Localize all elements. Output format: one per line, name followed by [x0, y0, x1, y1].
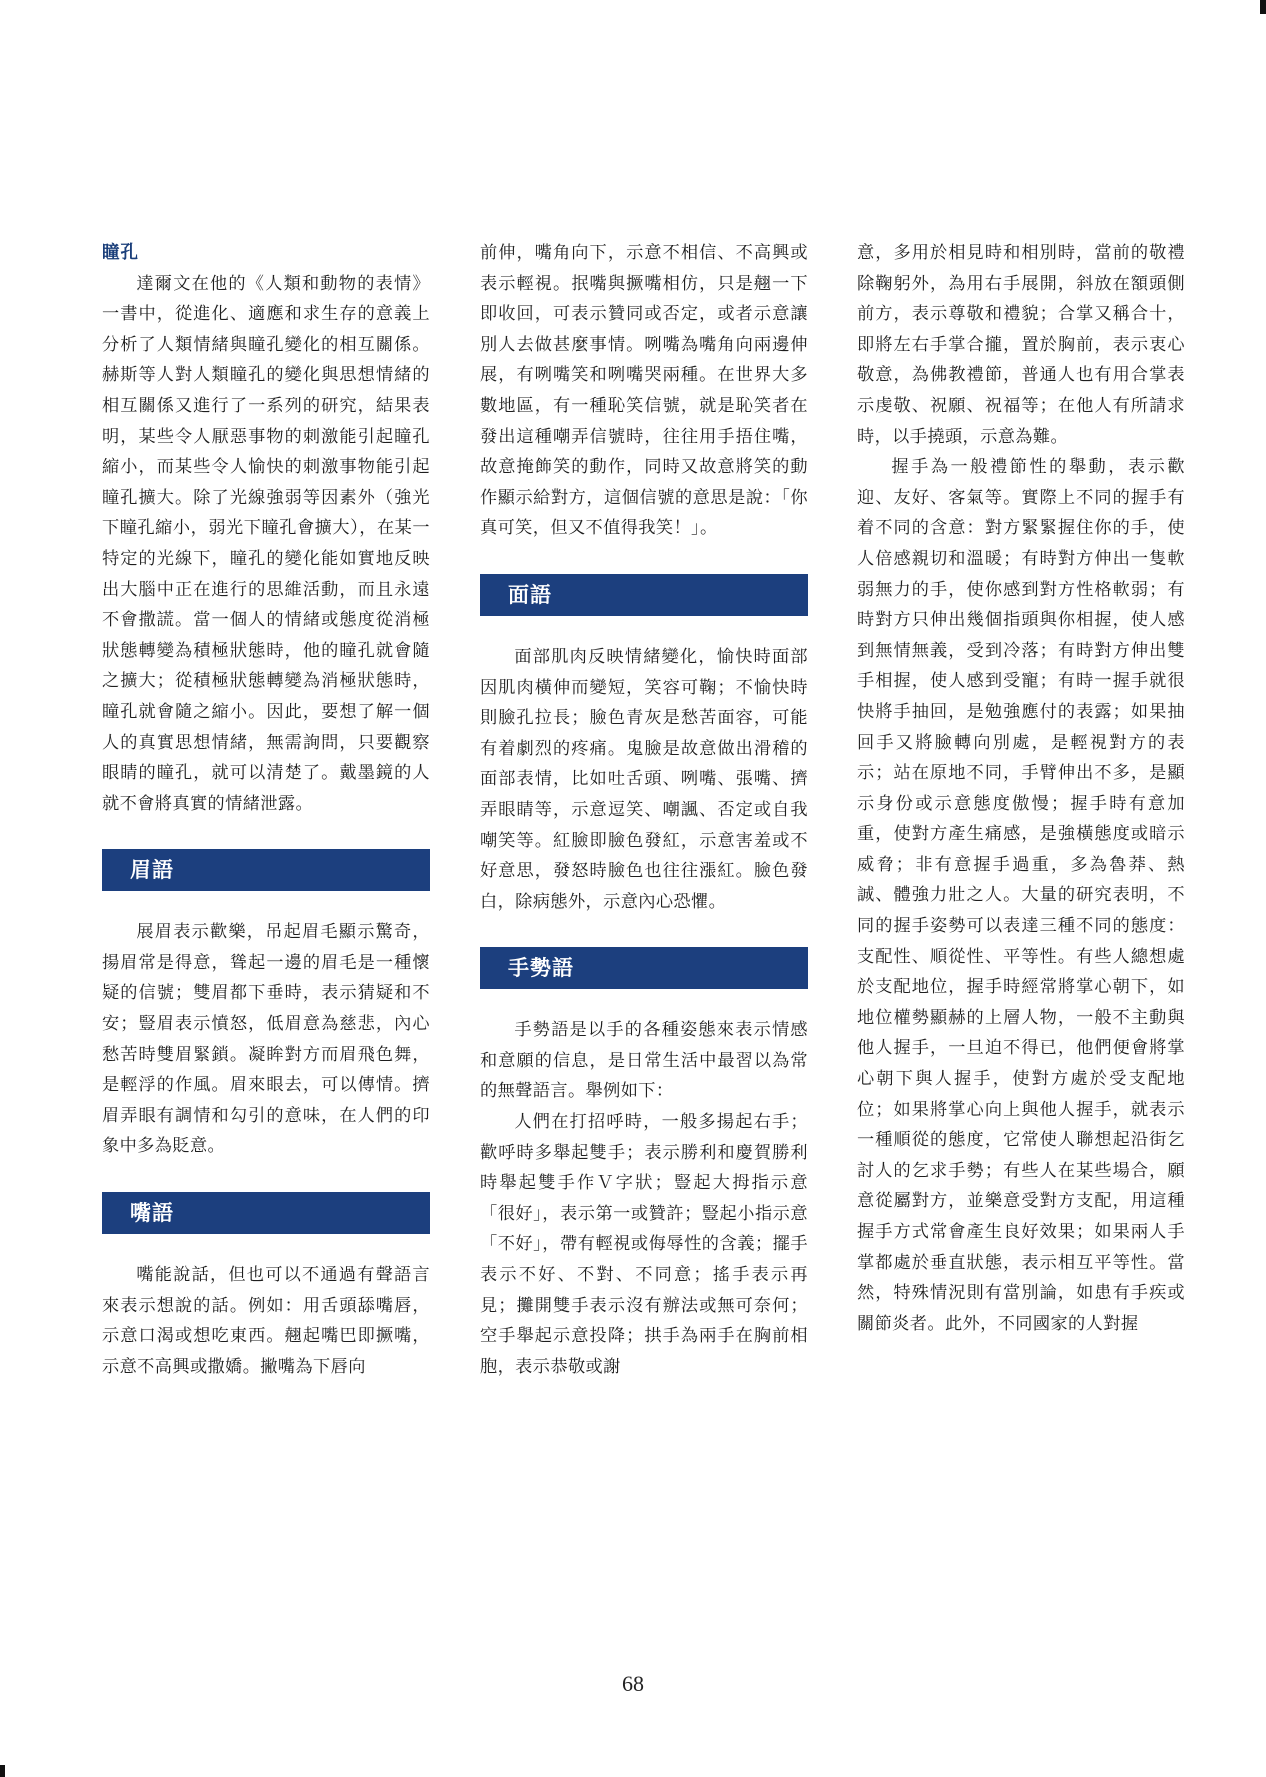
page-number: 68 [622, 1671, 644, 1696]
mouth-paragraph-continued: 前伸，嘴角向下，示意不相信、不高興或表示輕視。抿嘴與撅嘴相仿，只是翹一下即收回，可表示贊同或否定，或者示意讓別人去做甚麼事情。咧嘴為嘴角向兩邊伸展，有咧嘴笑和咧嘴哭兩種。在世界大多數地區，有一種恥笑信號，就是恥笑者在發出這種嘲弄信號時，往往用手捂住嘴，故意掩飾笑的動作，同時又故意將笑的動作顯示給對方，這個信號的意思是說：「你真可笑，但又不值得我笑！」。 [480, 243, 808, 539]
handshake-paragraph: 握手為一般禮節性的舉動，表示歡迎、友好、客氣等。實際上不同的握手有着不同的含意：對方緊緊握住你的手，使人倍感親切和溫暖；有時對方伸出一隻軟弱無力的手，使你感到對方性格軟弱；有時對方只伸出幾個指頭與你相握，使人感到無情無義，受到冷落；有時對方伸出雙手相握，使人感到受寵；有時一握手就很快將手抽回，是勉強應付的表露；如果抽回手又將臉轉向別處，是輕視對方的表示；站在原地不同，手臂伸出不多，是顯示身份或示意態度傲慢；握手時有意加重，使對方產生痛感，是強橫態度或暗示威脅；非有意握手過重，多為魯莽、熱誠、體強力壯之人。大量的研究表明，不同的握手姿勢可以表達三種不同的態度：支配性、順從性、平等性。有些人總想處於支配地位，握手時經常將掌心朝下，如地位權勢顯赫的上層人物，一般不主動與他人握手，一旦迫不得已，他們便會將掌心朝下與人握手，使對方處於受支配地位；如果將掌心向上與他人握手，就表示一種順從的態度，它常使人聯想起沿街乞討人的乞求手勢；有些人在某些場合，願意從屬對方，並樂意受對方支配，用這種握手方式常會產生良好效果；如果兩人手掌都處於垂直狀態，表示相互平等性。當然，特殊情況則有當別論，如患有手疾或關節炎者。此外，不同國家的人對握 [857, 457, 1185, 1334]
gesture-intro-paragraph: 手勢語是以手的各種姿態來表示情感和意願的信息，是日常生活中最習以為常的無聲語言。舉例如下： [480, 1020, 808, 1102]
pupil-heading: 瞳孔 [102, 243, 139, 263]
mouth-section-banner: 嘴語 [102, 1192, 430, 1234]
face-section-banner: 面語 [480, 574, 808, 616]
scan-edge-mark-bottom-left [0, 1765, 5, 1777]
gesture-section-banner: 手勢語 [480, 947, 808, 989]
pupil-paragraph: 達爾文在他的《人類和動物的表情》一書中，從進化、適應和求生存的意義上分析了人類情緒與瞳孔變化的相互關係。赫斯等人對人類瞳孔的變化與思想情緒的相互關係又進行了一系列的研究，結果表明，某些令人厭惡事物的刺激能引起瞳孔縮小，而某些令人愉快的刺激事物能引起瞳孔擴大。除了光線強弱等因素外（強光下瞳孔縮小，弱光下瞳孔會擴大），在某一特定的光線下，瞳孔的變化能如實地反映出大腦中正在進行的思維活動，而且永遠不會撒謊。當一個人的情緒或態度從消極狀態轉變為積極狀態時，他的瞳孔就會隨之擴大；從積極狀態轉變為消極狀態時，瞳孔就會隨之縮小。因此，要想了解一個人的真實思想情緒，無需詢問，只要觀察眼睛的瞳孔，就可以清楚了。戴墨鏡的人就不會將真實的情緒泄露。 [102, 273, 430, 814]
gesture-examples-paragraph: 人們在打招呼時，一般多揚起右手；歡呼時多舉起雙手；表示勝利和慶賀勝利時舉起雙手作Ｖ字狀；豎起大拇指示意「很好」，表示第一或贊許；豎起小指示意「不好」，帶有輕視或侮辱性的含義；擺手表示不好、不對、不同意；搖手表示再見；攤開雙手表示沒有辦法或無可奈何；空手舉起示意投降；拱手為兩手在胸前相胞，表示恭敬或謝 [480, 1112, 808, 1377]
gesture-examples-continued: 意，多用於相見時和相別時，當前的敬禮除鞠躬外，為用右手展開，斜放在額頭側前方，表示尊敬和禮貌；合掌又稱合十，即將左右手掌合攏，置於胸前，表示衷心敬意，為佛教禮節，普通人也有用合掌表示虔敬、祝願、祝福等；在他人有所請求時，以手撓頭，示意為難。 [857, 243, 1185, 447]
column-1 [102, 238, 430, 1382]
scan-edge-mark-top-right [1260, 0, 1266, 14]
eyebrow-section-banner: 眉語 [102, 849, 430, 891]
column-3 [857, 238, 1185, 1339]
face-paragraph: 面部肌肉反映情緒變化，愉快時面部因肌肉橫伸而變短，笑容可鞠；不愉快時則臉孔拉長；臉色青灰是愁苦面容，可能有着劇烈的疼痛。鬼臉是故意做出滑稽的面部表情，比如吐舌頭、咧嘴、張嘴、擠弄眼睛等，示意逗笑、嘲諷、否定或自我嘲笑等。紅臉即臉色發紅，示意害羞或不好意思，發怒時臉色也往往漲紅。臉色發白，除病態外，示意內心恐懼。 [480, 646, 808, 912]
mouth-paragraph-start: 嘴能說話，但也可以不通過有聲語言來表示想說的話。例如：用舌頭舔嘴唇，示意口渴或想吃東西。翹起嘴巴即撅嘴，示意不高興或撒嬌。撇嘴為下唇向 [102, 1265, 430, 1377]
column-2 [480, 238, 808, 1382]
eyebrow-paragraph: 展眉表示歡樂，吊起眉毛顯示驚奇，揚眉常是得意，聳起一邊的眉毛是一種懷疑的信號；雙眉都下垂時，表示猜疑和不安；豎眉表示憤怒，低眉意為慈悲，內心愁苦時雙眉緊鎖。凝眸對方而眉飛色舞，是輕浮的作風。眉來眼去，可以傳情。擠眉弄眼有調情和勾引的意味，在人們的印象中多為貶意。 [102, 922, 430, 1157]
